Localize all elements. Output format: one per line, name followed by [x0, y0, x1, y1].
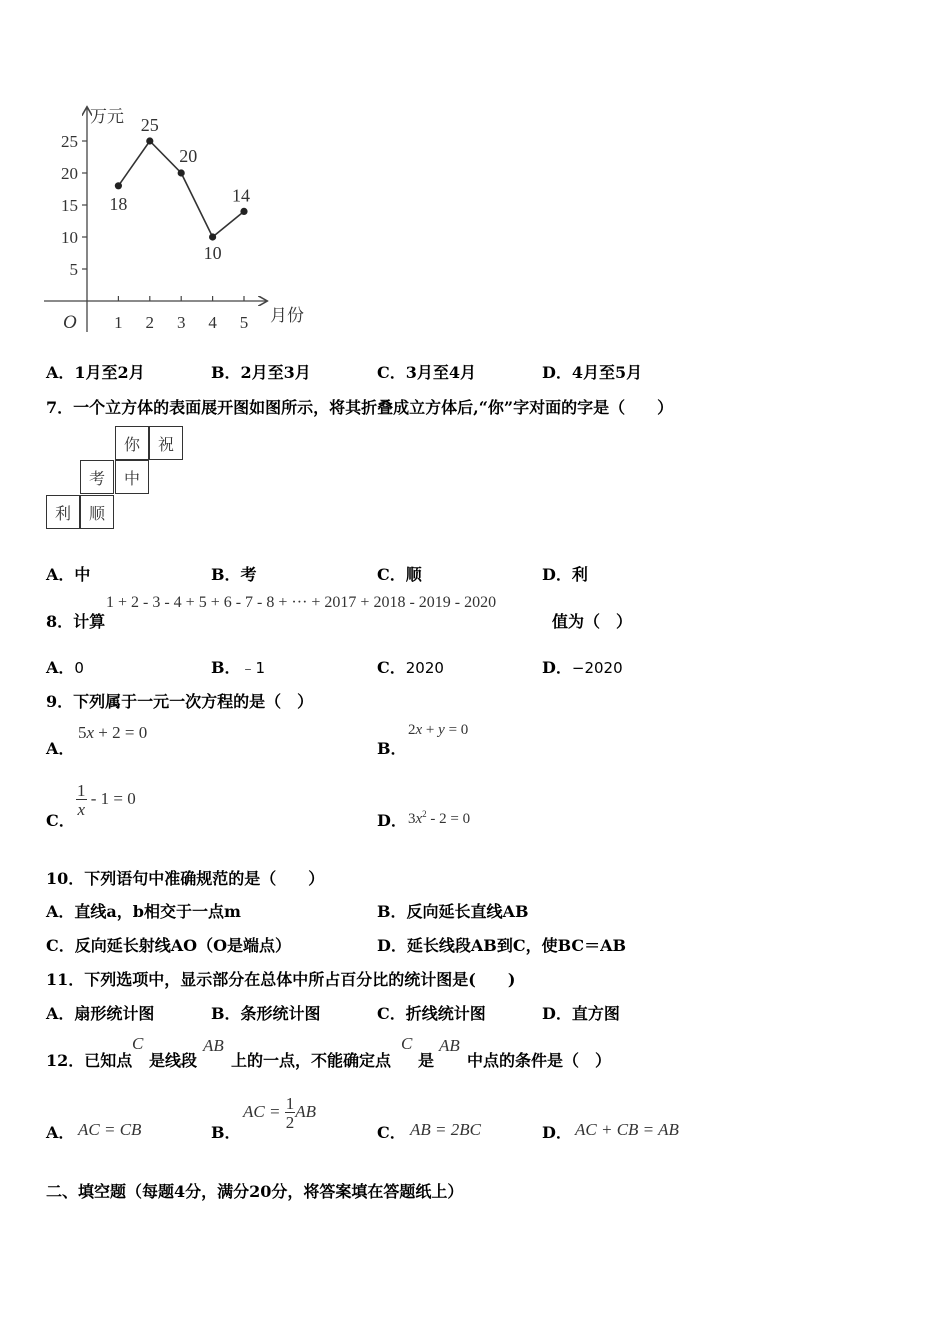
data-point — [115, 182, 122, 189]
q9-option-d-label: D． — [377, 811, 407, 830]
q10-stem: 10．下列语句中准确规范的是（ ） — [46, 869, 325, 888]
q11-option-b: B．条形统计图 — [211, 1004, 321, 1023]
y-tick-label: 5 — [69, 260, 78, 279]
data-point — [209, 233, 216, 240]
x-tick-label: 4 — [208, 313, 217, 332]
data-point — [146, 137, 153, 144]
q12-stem-3: 上的一点，不能确定点 — [231, 1051, 392, 1070]
q12-option-d-label: D． — [542, 1123, 572, 1142]
q12-option-d-math: AC + CB = AB — [575, 1120, 679, 1139]
q12-option-a-label: A． — [46, 1123, 75, 1142]
y-tick-label: 15 — [61, 196, 78, 215]
q9-option-b-label: B． — [377, 739, 407, 758]
net-cell: 考 — [80, 460, 114, 494]
net-cell: 中 — [115, 460, 149, 494]
q10-option-d: D．延长线段AB到C，使BC＝AB — [377, 936, 627, 955]
q9-option-a-label: A． — [46, 739, 75, 758]
net-cell: 顺 — [80, 495, 114, 529]
y-tick-label: 10 — [61, 228, 78, 247]
x-tick-label: 5 — [239, 313, 249, 332]
q12-stem-4: 是 — [418, 1051, 435, 1070]
q10-option-b: B．反向延长直线AB — [377, 902, 529, 921]
data-label: 25 — [140, 115, 159, 135]
x-axis-label: 月份 — [270, 306, 304, 325]
q7-stem: 7．一个立方体的表面展开图如图所示，将其折叠成立方体后,“你”字对面的字是（ ） — [46, 398, 674, 417]
q9-option-c-math: $\frac{1}{x}$ - 1 = 0 — [77, 781, 136, 819]
q12-option-a-math: AC = CB — [78, 1120, 142, 1139]
q6-option-a: A．1月至2月 — [46, 363, 145, 382]
y-axis-label: 万元 — [90, 107, 124, 126]
net-cell: 祝 — [149, 426, 183, 460]
x-tick-label: 2 — [145, 313, 155, 332]
q8-option-b: B．﹣1 — [211, 658, 266, 677]
q8-stem-pre: 8．计算 — [46, 612, 106, 631]
q8-option-a: A．0 — [46, 658, 84, 677]
q12-point-c: C — [132, 1034, 144, 1053]
q8-option-d: D．−2020 — [542, 658, 623, 677]
section-heading-fill-in: 二、填空题（每题4分，满分20分，将答案填在答题纸上） — [46, 1182, 464, 1201]
net-cell: 你 — [115, 426, 149, 460]
data-label: 18 — [109, 193, 128, 214]
q12-stem-2: 是线段 — [149, 1051, 198, 1070]
net-cell: 利 — [46, 495, 80, 529]
q10-option-a: A．直线a，b相交于一点m — [46, 902, 241, 921]
y-tick-label: 25 — [61, 132, 78, 151]
q9-option-b-math: 2x + y = 0 — [408, 722, 469, 738]
q9-option-c-label: C． — [46, 811, 75, 830]
q12-option-b-math: AC = $\frac{1}{2}$ AB — [243, 1094, 316, 1132]
q12-segment-ab: AB — [203, 1036, 224, 1055]
q7-option-a: A．中 — [46, 565, 91, 584]
q7-option-d: D．利 — [542, 565, 588, 584]
q9-stem: 9．下列属于一元一次方程的是（ ） — [46, 692, 314, 711]
q11-option-d: D．直方图 — [542, 1004, 620, 1023]
q12-stem-5: 中点的条件是（ ） — [467, 1051, 612, 1070]
q8-option-c: C．2020 — [377, 658, 444, 677]
q11-stem: 11．下列选项中，显示部分在总体中所占百分比的统计图是( ) — [46, 970, 516, 989]
q6-option-d: D．4月至5月 — [542, 363, 643, 382]
q12-stem-1: 12．已知点 — [46, 1051, 133, 1070]
q11-option-c: C．折线统计图 — [377, 1004, 486, 1023]
line-chart — [40, 100, 325, 340]
q12-point-c-2: C — [401, 1034, 413, 1053]
q6-option-c: C．3月至4月 — [377, 363, 477, 382]
y-tick-label: 20 — [61, 164, 78, 183]
data-label: 14 — [232, 185, 250, 206]
data-label: 20 — [179, 146, 198, 166]
q12-option-b-label: B． — [211, 1123, 241, 1142]
q11-option-a: A．扇形统计图 — [46, 1004, 155, 1023]
origin-label: O — [63, 312, 77, 333]
q12-option-c-math: AB = 2BC — [410, 1120, 481, 1139]
data-point — [240, 208, 247, 215]
q9-option-d-math: $3x^2 - 2 = 0$ — [408, 809, 471, 827]
q6-option-b: B．2月至3月 — [211, 363, 311, 382]
x-tick-label: 1 — [114, 313, 123, 332]
data-point — [178, 169, 185, 176]
q10-option-c: C．反向延长射线AO（O是端点） — [46, 936, 292, 955]
q9-option-a-math: 5x + 2 = 0 — [78, 723, 148, 742]
q8-expression: 1 + 2 - 3 - 4 + 5 + 6 - 7 - 8 + ··· + 2017 + 2018 - 2019 - 2020 — [106, 594, 497, 611]
q12-segment-ab-2: AB — [439, 1036, 460, 1055]
x-tick-label: 3 — [176, 313, 186, 332]
q7-option-b: B．考 — [211, 565, 257, 584]
q12-option-c-label: C． — [377, 1123, 406, 1142]
q7-option-c: C．顺 — [377, 565, 422, 584]
q8-stem-post: 值为（ ） — [552, 612, 633, 631]
data-label: 10 — [203, 243, 222, 263]
